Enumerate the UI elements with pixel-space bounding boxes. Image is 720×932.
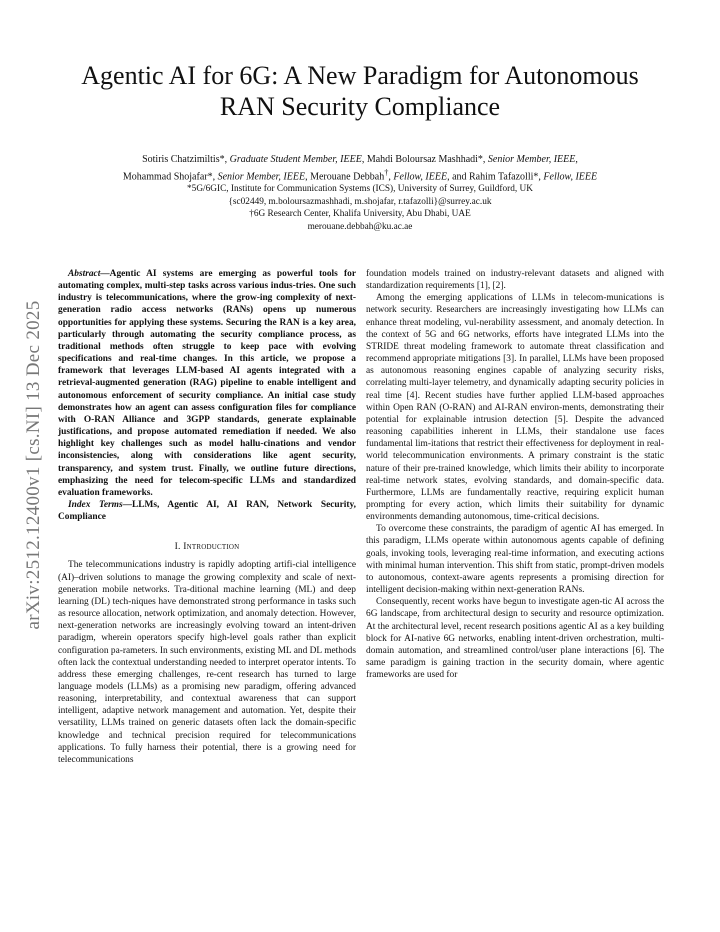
intro-paragraph-1: The telecommunications industry is rapidly adopting artifi-cial intelligence (AI)–driven solutions to manage the growing complexity and scale of next-generation mobile networks. Tra-ditional machine learning (ML) and deep learning (DL) tech-niques have demonstrated strong performance in tasks such as resource allocation, network optimization, and anomaly detection. However, next-generation networks are increasingly evolving toward an intent-driven paradigm, wherein operators specify high-level goals rather than explicit configuration pa-rameters. In such environments, existing ML and DL methods often lack the contextual understanding needed to interpret operator intents. To address these emerging challenges, re-cent research has turned to large language models (LLMs) as a promising new paradigm, offering advanced reasoning, interpretability, and contextual awareness that can support intelligent, adaptive network management and automation. Yet, despite their versatility, LLMs trained on generic datasets often lack the domain-specific knowledge and technical precision required for telecommunications applications. To fully harness their potential, there is a growing need for telecommunications [58, 560, 356, 765]
abstract: Abstract—Agentic AI systems are emerging as powerful tools for automating complex, multi-step tasks across various indus-tries. One such industry is telecommunications, where the grow-ing complexity of next-generation radio access networks (RANs) opens up numerous opportunities for applying these systems. Securing the RAN is a key area, particularly through automating the security compliance process, as traditional methods often struggle to keep pace with evolving specifications and real-time changes. In this article, we propose a framework that leverages LLM-based AI agents integrated with a retrieval-augmented generation (RAG) pipeline to enable intelligent and autonomous enforcement of security compliance. An initial case study demonstrates how an agent can assess configuration files for compliance with O-RAN Alliance and 3GPP standards, generate explainable justifications, and propose automated remediation if needed. We also highlight key challenges such as model hallu-cinations and vendor inconsistencies, along with considerations like agent security, transparency, and system trust. Finally, we outline future directions, emphasizing the need for telecom-specific LLMs and standardized evaluation frameworks. [58, 269, 356, 498]
right-paragraph-security: Among the emerging applications of LLMs in telecom-munications is network security. Researchers are increasingly investigating how LLMs can enhance threat modeling, vul-nerability assessment, and anomaly detection. In the context of 5G and 6G networks, efforts have integrated LLMs into the STRIDE threat modeling framework to automate threat classification and recommend appropriate mitigations [3]. In parallel, LLMs have been proposed as autonomous reasoning engines capable of analyzing security risks, correlating multi-layer telemetry, and dynamically adapting security policies in real time [4]. Recent studies have further applied LLM-based approaches within Open RAN (O-RAN) and AI-RAN environ-ments, demonstrating their potential for explainable intrusion detection [5]. Despite the advanced reasoning capabilities inherent in LLMs, their standalone use faces fundamental lim-itations that restrict their effectiveness for deployment in real-world telecommunication environments. A primary constraint is the static nature of their pre-trained knowledge, which limits their ability to incorporate real-time network states, evolving standards, and domain-specific data. Furthermore, LLMs are fundamentally reactive, requiring explicit human prompting for every action, which limits their suitability for dynamic environments demanding autonomous, time-critical decisions. [366, 293, 664, 523]
affiliation-khalifa: †6G Research Center, Khalifa University, Abu Dhabi, UAE [249, 209, 471, 220]
email-khalifa: merouane.debbah@ku.ac.ae [307, 221, 413, 232]
index-terms: Index Terms—LLMs, Agentic AI, AI RAN, Network Security, Compliance [58, 499, 357, 523]
author-line-2: Mohammad Shojafar*, Senior Member, IEEE, Merouane Debbah†, Fellow, IEEE, and Rahim Tafazolli*, Fellow, IEEE [122, 167, 598, 182]
email-surrey: {sc02449, m.boloursazmashhadi, m.shojafar, r.tafazolli}@surrey.ac.uk [228, 196, 492, 207]
section-heading-introduction: I. Introduction [174, 541, 240, 553]
right-paragraph-6g-landscape: Consequently, recent works have begun to investigate agen-tic AI across the 6G landscape, from architectural design to security and resource optimization. At the architectural level, recent research positions agentic AI as a key building block for AI-native 6G networks, enabling intent-driven orchestration, multi-domain automation, and streamlined control/user plane interactions [6]. The same paradigm is gaining traction in the security domain, where agentic frameworks are used for [366, 597, 664, 681]
author-block [30, 154, 690, 233]
right-column [366, 268, 664, 681]
affiliation-surrey: *5G/6GIC, Institute for Communication Systems (ICS), University of Surrey, Guildford, UK [187, 184, 533, 195]
left-column [58, 268, 356, 766]
paper-title: Agentic AI for 6G: A New Paradigm for Autonomous RAN Security Compliance [81, 61, 639, 121]
arxiv-identifier: arXiv:2512.12400v1 [cs.NI] 13 Dec 2025 [23, 300, 44, 630]
right-paragraph-agentic: To overcome these constraints, the paradigm of agentic AI has emerged. In this paradigm, LLMs operate within autonomous agents capable of defining goals, invoking tools, leveraging real-time information, and executing actions with minimal human intervention. This shift from static, prompt-driven models to autonomous, context-aware agents represents a promising direction for intelligent decision-making within next-generation RANs. [366, 524, 664, 596]
author-line-1: Sotiris Chatzimiltis*, Graduate Student Member, IEEE, Mahdi Boloursaz Mashhadi*, Senior Member, IEEE, [142, 154, 578, 165]
right-paragraph-continuation: foundation models trained on industry-relevant datasets and aligned with standardization requirements [1], [2]. [366, 269, 664, 292]
arxiv-sidebar-stamp [22, 260, 46, 670]
